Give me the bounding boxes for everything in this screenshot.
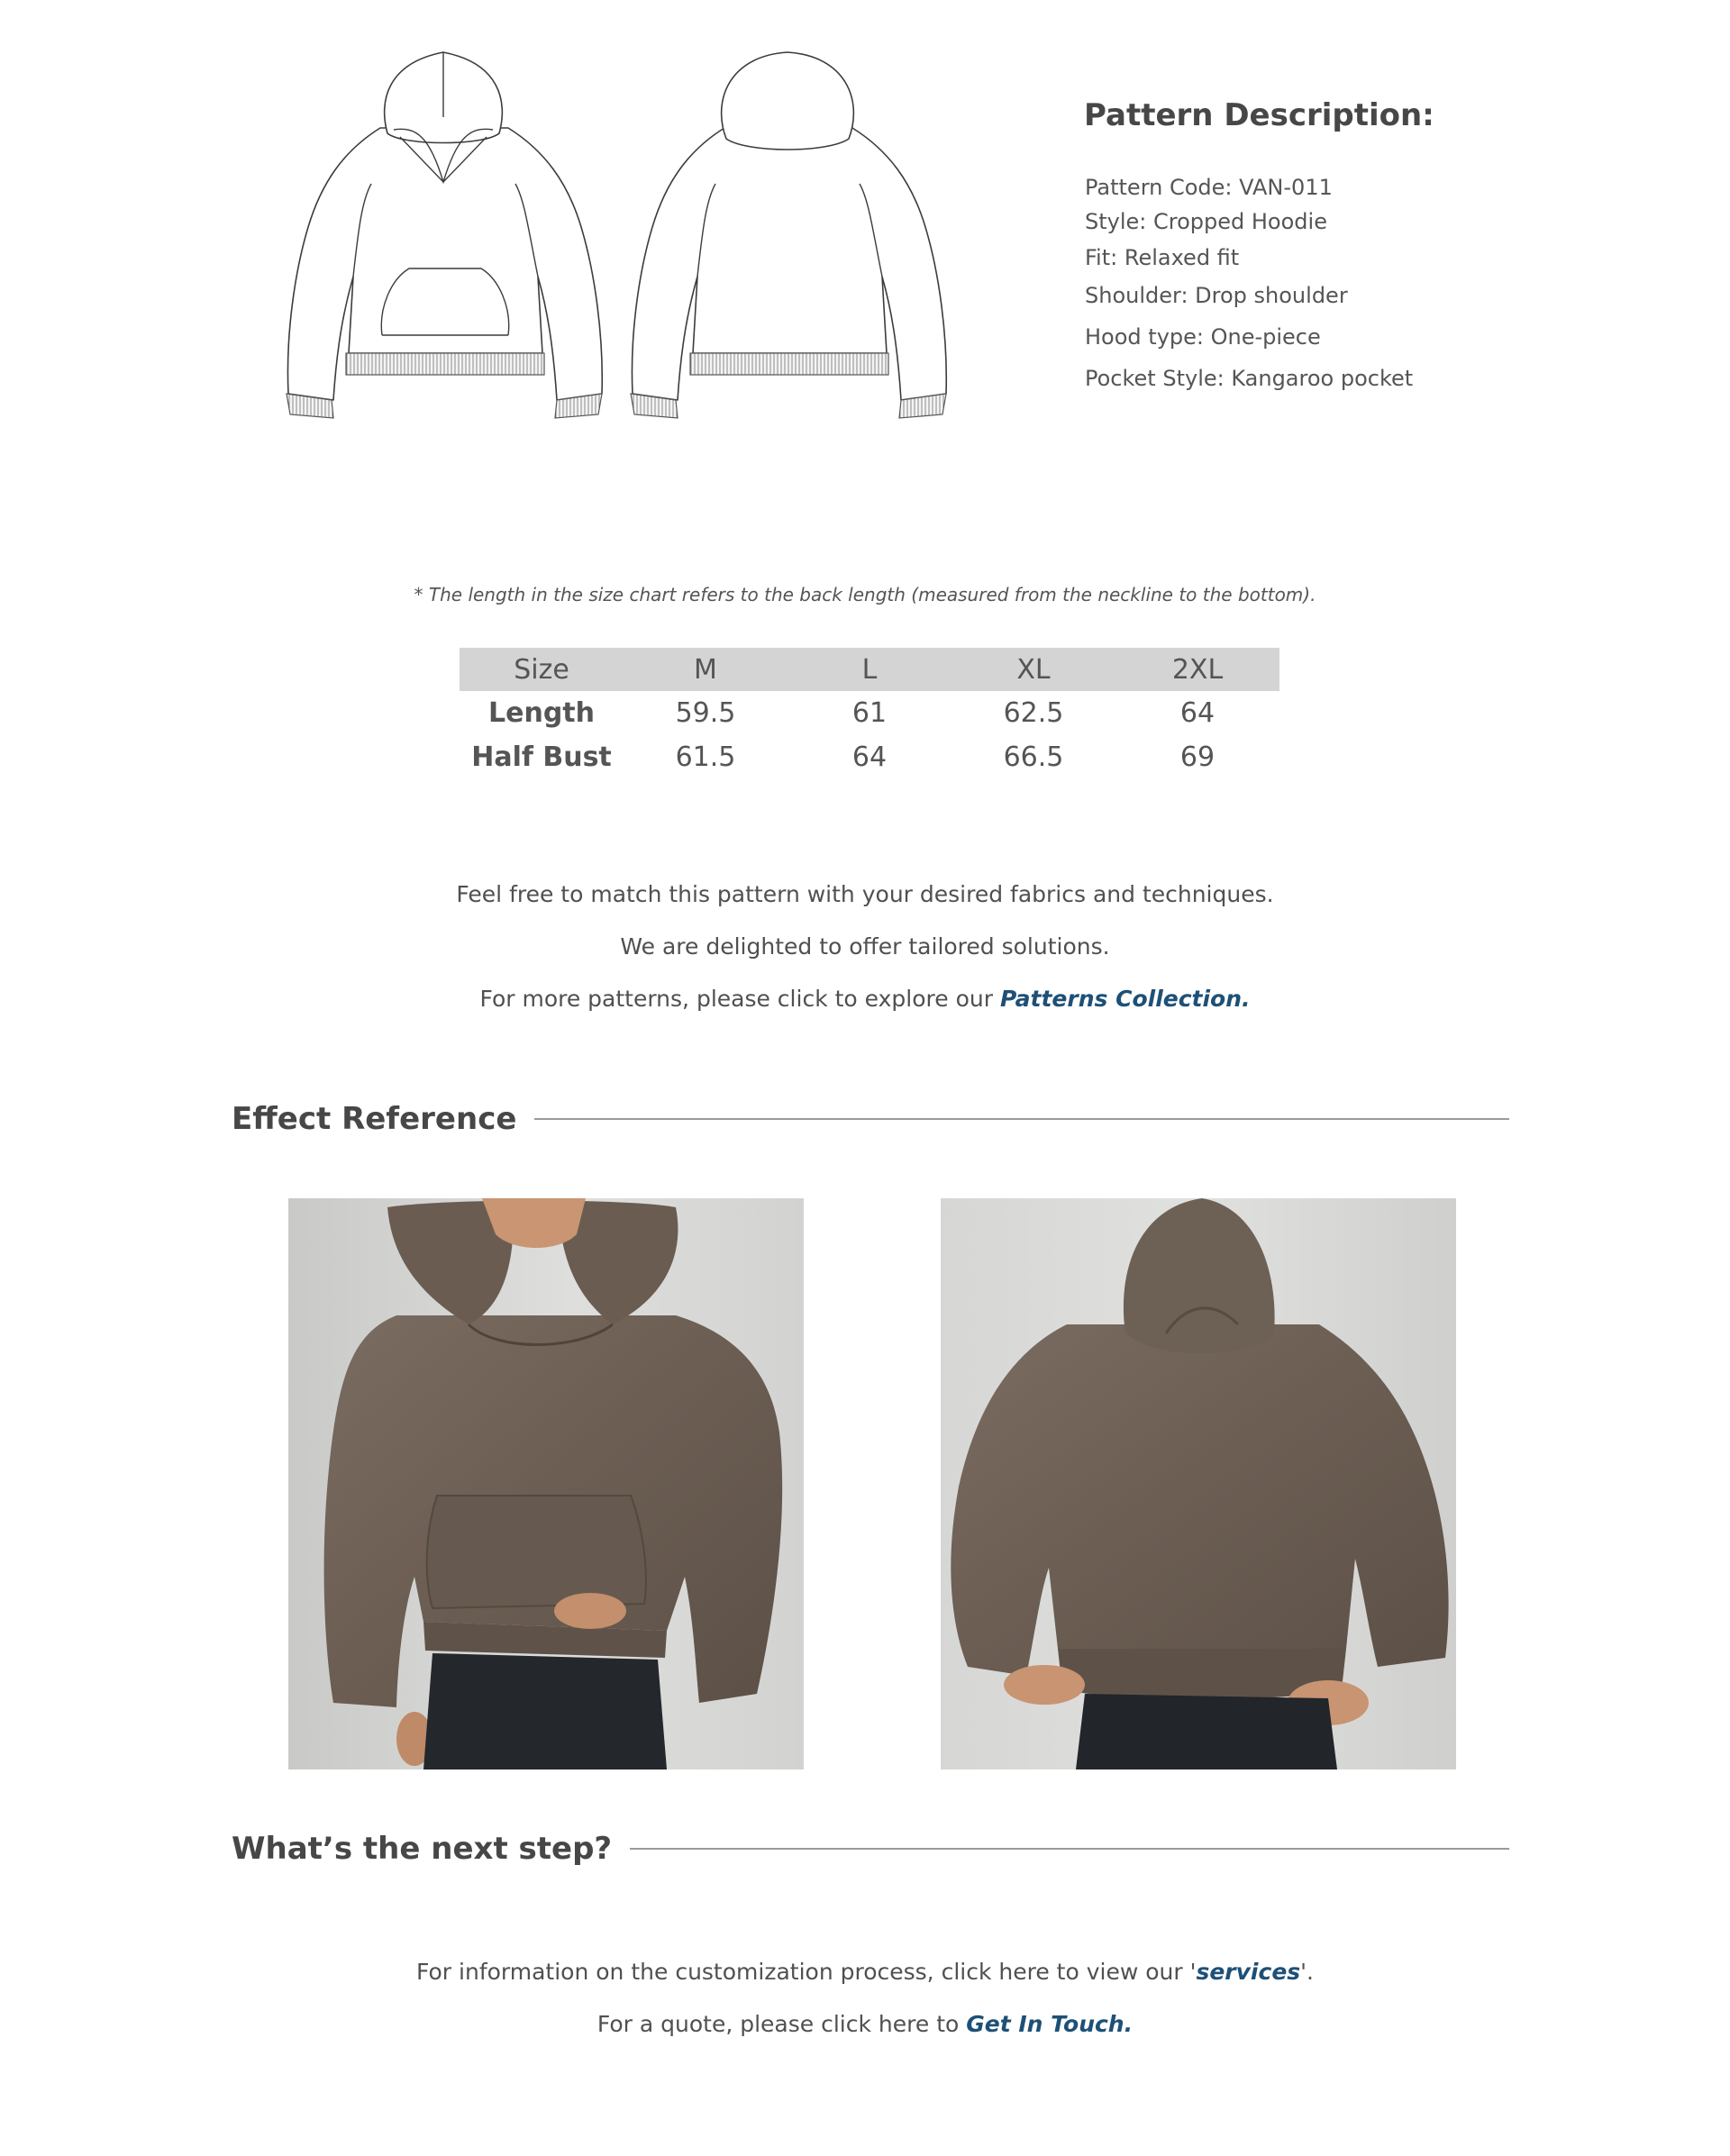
get-in-touch-link[interactable]: Get In Touch. xyxy=(966,2011,1134,2037)
table-cell: 64 xyxy=(851,741,888,773)
spec-shoulder: Shoulder: Drop shoulder xyxy=(1085,283,1348,308)
services-line-prefix: For information on the customization process, click here to view our ' xyxy=(416,1959,1197,1985)
table-cell: Half Bust xyxy=(471,741,612,773)
next-step-header xyxy=(232,1831,1509,1867)
front-flat-sketch xyxy=(281,47,606,425)
effect-reference-heading: Effect Reference xyxy=(232,1101,517,1137)
table-cell: 62.5 xyxy=(1003,697,1064,729)
patterns-collection-link[interactable]: Patterns Collection. xyxy=(999,986,1251,1012)
section-divider xyxy=(534,1118,1509,1120)
size-chart-table xyxy=(460,648,1279,779)
spec-pattern-code: Pattern Code: VAN-011 xyxy=(1085,175,1333,200)
spec-style: Style: Cropped Hoodie xyxy=(1085,209,1327,234)
table-cell: 64 xyxy=(1179,697,1216,729)
back-view-photo xyxy=(941,1198,1456,1769)
spec-hood-type: Hood type: One-piece xyxy=(1085,324,1321,350)
info-line-fabrics: Feel free to match this pattern with your desired fabrics and techniques. xyxy=(456,881,1274,907)
table-header-cell: XL xyxy=(952,648,1115,691)
quote-line-prefix: For a quote, please click here to xyxy=(596,2011,967,2037)
table-header-cell: 2XL xyxy=(1115,648,1279,691)
info-line-patterns-text: For more patterns, please click to explore our xyxy=(479,986,1000,1012)
table-header-cell: M xyxy=(624,648,788,691)
services-link[interactable]: services xyxy=(1196,1959,1301,1985)
table-cell: 69 xyxy=(1179,741,1216,773)
table-cell: Length xyxy=(488,697,595,729)
back-flat-sketch xyxy=(625,47,950,425)
table-header-cell: L xyxy=(788,648,952,691)
info-line-tailored: We are delighted to offer tailored solutions. xyxy=(620,933,1110,960)
next-step-heading: What’s the next step? xyxy=(232,1831,613,1867)
table-cell: 66.5 xyxy=(1003,741,1064,773)
info-line-patterns xyxy=(0,986,1730,1012)
table-row xyxy=(460,735,1279,779)
table-cell: 61 xyxy=(851,697,888,729)
spec-fit: Fit: Relaxed fit xyxy=(1085,245,1240,270)
section-divider xyxy=(630,1848,1509,1850)
table-cell: 61.5 xyxy=(675,741,736,773)
next-step-services-line xyxy=(0,1959,1730,1985)
table-header-cell: Size xyxy=(460,648,624,691)
table-header-row xyxy=(460,648,1279,691)
effect-reference-header xyxy=(232,1101,1509,1137)
table-row xyxy=(460,691,1279,735)
pattern-description-title: Pattern Description: xyxy=(1084,97,1434,133)
front-view-photo xyxy=(288,1198,804,1769)
next-step-quote-line xyxy=(0,2011,1730,2037)
size-chart-note: * The length in the size chart refers to the back length (measured from the neckline to the bottom). xyxy=(414,584,1316,605)
table-cell: 59.5 xyxy=(675,697,736,729)
spec-pocket-style: Pocket Style: Kangaroo pocket xyxy=(1085,366,1414,391)
services-line-suffix: '. xyxy=(1300,1959,1314,1985)
